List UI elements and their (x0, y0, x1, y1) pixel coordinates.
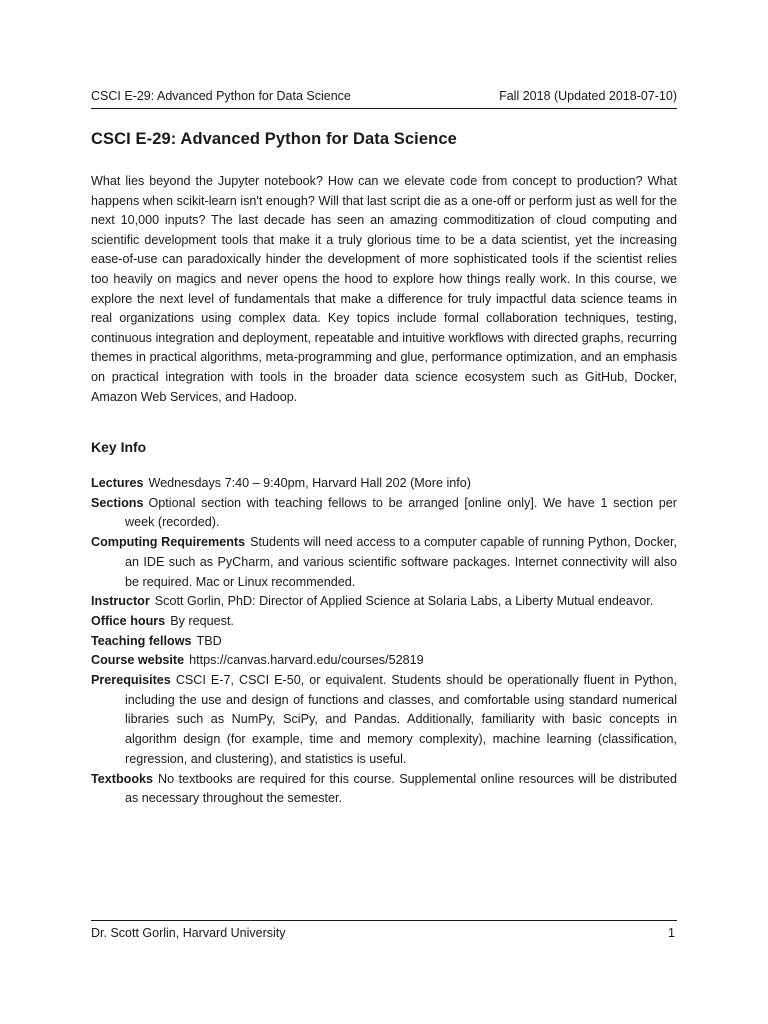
info-item-computing-requirements (91, 533, 677, 592)
key-info-heading: Key Info (91, 439, 147, 455)
info-label: Teaching fellows (91, 633, 192, 648)
info-value: By request. (170, 613, 234, 628)
header-term-date: Fall 2018 (Updated 2018-07-10) (499, 89, 677, 103)
info-item-instructor (91, 592, 677, 612)
info-item-lectures (91, 474, 677, 494)
course-website-link[interactable]: https://canvas.harvard.edu/courses/52819 (189, 653, 424, 668)
info-label: Instructor (91, 594, 150, 609)
info-value: Students will need access to a computer capable of running Python, Docker, an IDE such as PyCharm, and various scientific software packages. Internet connectivity will also be required. Mac or Linux recommended. (125, 535, 677, 589)
info-value: Scott Gorlin, PhD: Director of Applied Science at Solaria Labs, a Liberty Mutual endeavor. (154, 594, 654, 609)
info-label: Sections (91, 495, 144, 510)
info-label: Prerequisites (91, 673, 171, 688)
info-value: TBD (196, 633, 222, 648)
info-label: Textbooks (91, 771, 154, 786)
info-item-prerequisites (91, 671, 677, 770)
info-item-textbooks (91, 770, 677, 809)
footer-author: Dr. Scott Gorlin, Harvard University (91, 926, 286, 940)
info-item-teaching-fellows (91, 632, 677, 652)
info-label: Office hours (91, 613, 166, 628)
info-value: Wednesdays 7:40 – 9:40pm, Harvard Hall 202 (More info) (148, 476, 471, 490)
running-header (91, 88, 677, 109)
info-value: CSCI E-7, CSCI E-50, or equivalent. Students should be operationally fluent in Python, including the use and design of functions and classes, and comfortable using standard numerical libraries such as NumPy, SciPy, and Pandas. Additionally, familiarity with basic concepts in algorithm design (for example, time and memory complexity), machine learning (classification, regression, and clustering), and statistics is useful. (125, 673, 677, 766)
page-title: CSCI E-29: Advanced Python for Data Science (91, 130, 457, 148)
info-label: Lectures (91, 476, 144, 490)
info-item-sections (91, 494, 677, 533)
running-footer (91, 920, 677, 940)
page-number: 1 (668, 926, 675, 940)
info-item-course-website (91, 651, 677, 671)
course-description: What lies beyond the Jupyter notebook? How can we elevate code from concept to production? What happens when scikit-learn isn't enough? Will that last script die as a one-off or perform just as well for the next 10,000 inputs? The last decade has seen an amazing commoditization of cloud computing and scientific development tools that make it a truly glorious time to be a data scientist, yet the increasing ease-of-use can paradoxically hinder the development of more sophisticated tools if the scientist relies too heavily on magics and never opens the hood to explore how things really work. In this course, we explore the next level of fundamentals that make a difference for truly impactful data science teams in real organizations using complex data. Key topics include formal collaboration techniques, testing, continuous integration and deployment, repeatable and intuitive workflows with directed graphs, recurring themes in practical algorithms, meta-programming and glue, performance optimization, and an emphasis on practical integration with tools in the broader data science ecosystem such as GitHub, Docker, Amazon Web Services, and Hadoop. (91, 174, 677, 404)
info-label: Computing Requirements (91, 535, 246, 550)
info-item-office-hours (91, 612, 677, 632)
info-value: No textbooks are required for this course. Supplemental online resources will be distributed as necessary throughout the semester. (125, 771, 677, 806)
key-info-list (91, 474, 677, 809)
info-value: Optional section with teaching fellows to be arranged [online only]. We have 1 section per week (recorded). (125, 495, 677, 530)
header-course-name: CSCI E-29: Advanced Python for Data Science (91, 89, 351, 103)
info-label: Course website (91, 653, 185, 668)
document-page (91, 0, 677, 1024)
